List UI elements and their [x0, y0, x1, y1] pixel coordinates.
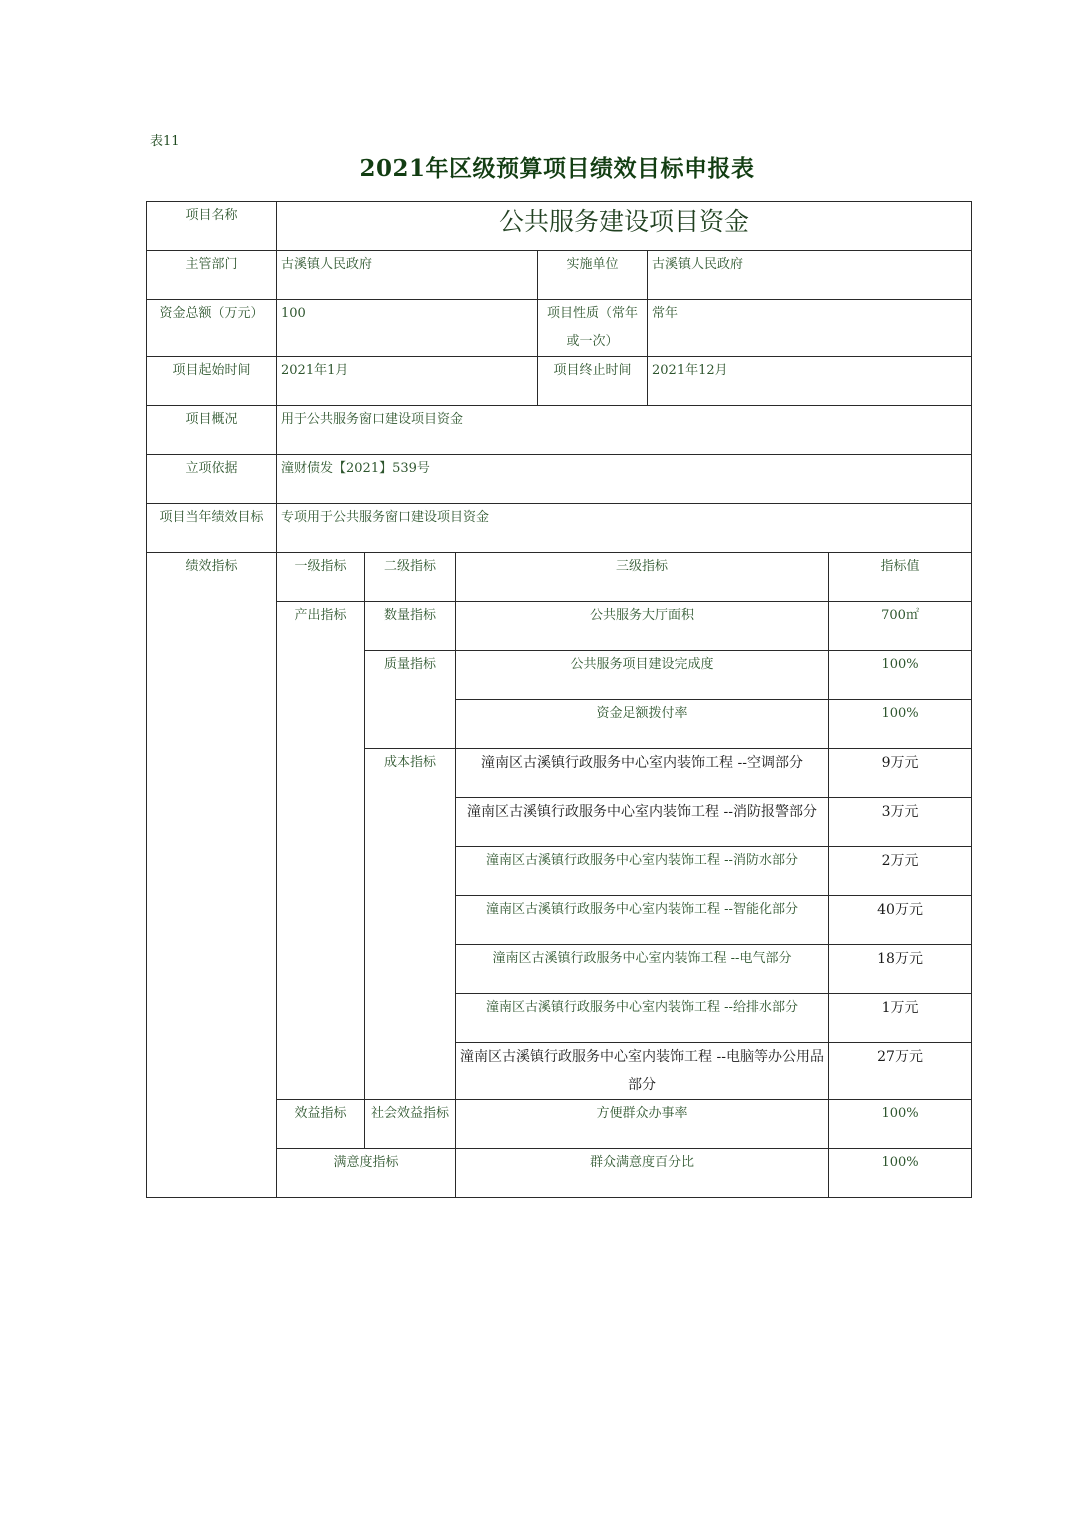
- table-number: 表11: [150, 134, 180, 149]
- impl-value: 古溪镇人民政府: [648, 251, 972, 300]
- row-department: [147, 251, 972, 300]
- row-basis: [147, 455, 972, 504]
- indicator-value: 2万元: [829, 847, 972, 896]
- indicator-value: 3万元: [829, 798, 972, 847]
- satisfaction-indicator-label: 满意度指标: [277, 1149, 456, 1198]
- output-indicator-label: 产出指标: [277, 602, 365, 1100]
- row-indicator-header: [147, 553, 972, 602]
- indicator-name: 资金足额拨付率: [456, 700, 829, 749]
- indicator-name: 公共服务项目建设完成度: [456, 651, 829, 700]
- quality-indicator-label: 质量指标: [365, 651, 456, 749]
- nature-label: 项目性质（常年或一次）: [538, 300, 648, 357]
- project-name-label: 项目名称: [147, 202, 277, 251]
- cost-indicator-label: 成本指标: [365, 749, 456, 1100]
- indicator-name: 公共服务大厅面积: [456, 602, 829, 651]
- indicator-value: 9万元: [829, 749, 972, 798]
- dept-value: 古溪镇人民政府: [277, 251, 538, 300]
- benefit-indicator-label: 效益指标: [277, 1100, 365, 1149]
- row-project-name: [147, 202, 972, 251]
- overview-value: 用于公共服务窗口建设项目资金: [277, 406, 972, 455]
- end-label: 项目终止时间: [538, 357, 648, 406]
- header-level1: 一级指标: [277, 553, 365, 602]
- performance-target-table: [146, 201, 972, 1198]
- dept-label: 主管部门: [147, 251, 277, 300]
- indicator-value: 100%: [829, 700, 972, 749]
- indicator-name: 潼南区古溪镇行政服务中心室内装饰工程 --消防水部分: [456, 847, 829, 896]
- nature-value: 常年: [648, 300, 972, 357]
- indicator-name: 潼南区古溪镇行政服务中心室内装饰工程 --电气部分: [456, 945, 829, 994]
- header-value: 指标值: [829, 553, 972, 602]
- indicator-value: 27万元: [829, 1043, 972, 1100]
- indicator-value: 40万元: [829, 896, 972, 945]
- header-level2: 二级指标: [365, 553, 456, 602]
- goal-label: 项目当年绩效目标: [147, 504, 277, 553]
- indicator-name: 群众满意度百分比: [456, 1149, 829, 1198]
- fund-value: 100: [277, 300, 538, 357]
- indicator-name: 潼南区古溪镇行政服务中心室内装饰工程 --给排水部分: [456, 994, 829, 1043]
- social-benefit-label: 社会效益指标: [365, 1100, 456, 1149]
- basis-value: 潼财债发【2021】539号: [277, 455, 972, 504]
- indicator-name: 潼南区古溪镇行政服务中心室内装饰工程 --消防报警部分: [456, 798, 829, 847]
- indicator-value: 100%: [829, 651, 972, 700]
- indicator-value: 100%: [829, 1149, 972, 1198]
- basis-label: 立项依据: [147, 455, 277, 504]
- row-overview: [147, 406, 972, 455]
- indicator-name: 潼南区古溪镇行政服务中心室内装饰工程 --空调部分: [456, 749, 829, 798]
- start-value: 2021年1月: [277, 357, 538, 406]
- row-fund: [147, 300, 972, 357]
- quantity-indicator-label: 数量指标: [365, 602, 456, 651]
- indicator-name: 方便群众办事率: [456, 1100, 829, 1149]
- fund-label: 资金总额（万元）: [147, 300, 277, 357]
- overview-label: 项目概况: [147, 406, 277, 455]
- indicator-value: 700㎡: [829, 602, 972, 651]
- indicator-value: 18万元: [829, 945, 972, 994]
- row-annual-goal: [147, 504, 972, 553]
- impl-label: 实施单位: [538, 251, 648, 300]
- row-dates: [147, 357, 972, 406]
- indicator-name: 潼南区古溪镇行政服务中心室内装饰工程 --智能化部分: [456, 896, 829, 945]
- indicators-section-label: 绩效指标: [147, 553, 277, 1198]
- indicator-name: 潼南区古溪镇行政服务中心室内装饰工程 --电脑等办公用品部分: [456, 1043, 829, 1100]
- end-value: 2021年12月: [648, 357, 972, 406]
- header-level3: 三级指标: [456, 553, 829, 602]
- indicator-value: 100%: [829, 1100, 972, 1149]
- indicator-value: 1万元: [829, 994, 972, 1043]
- project-name-value: 公共服务建设项目资金: [277, 202, 972, 251]
- document-title: 2021年区级预算项目绩效目标申报表: [359, 155, 755, 182]
- goal-value: 专项用于公共服务窗口建设项目资金: [277, 504, 972, 553]
- start-label: 项目起始时间: [147, 357, 277, 406]
